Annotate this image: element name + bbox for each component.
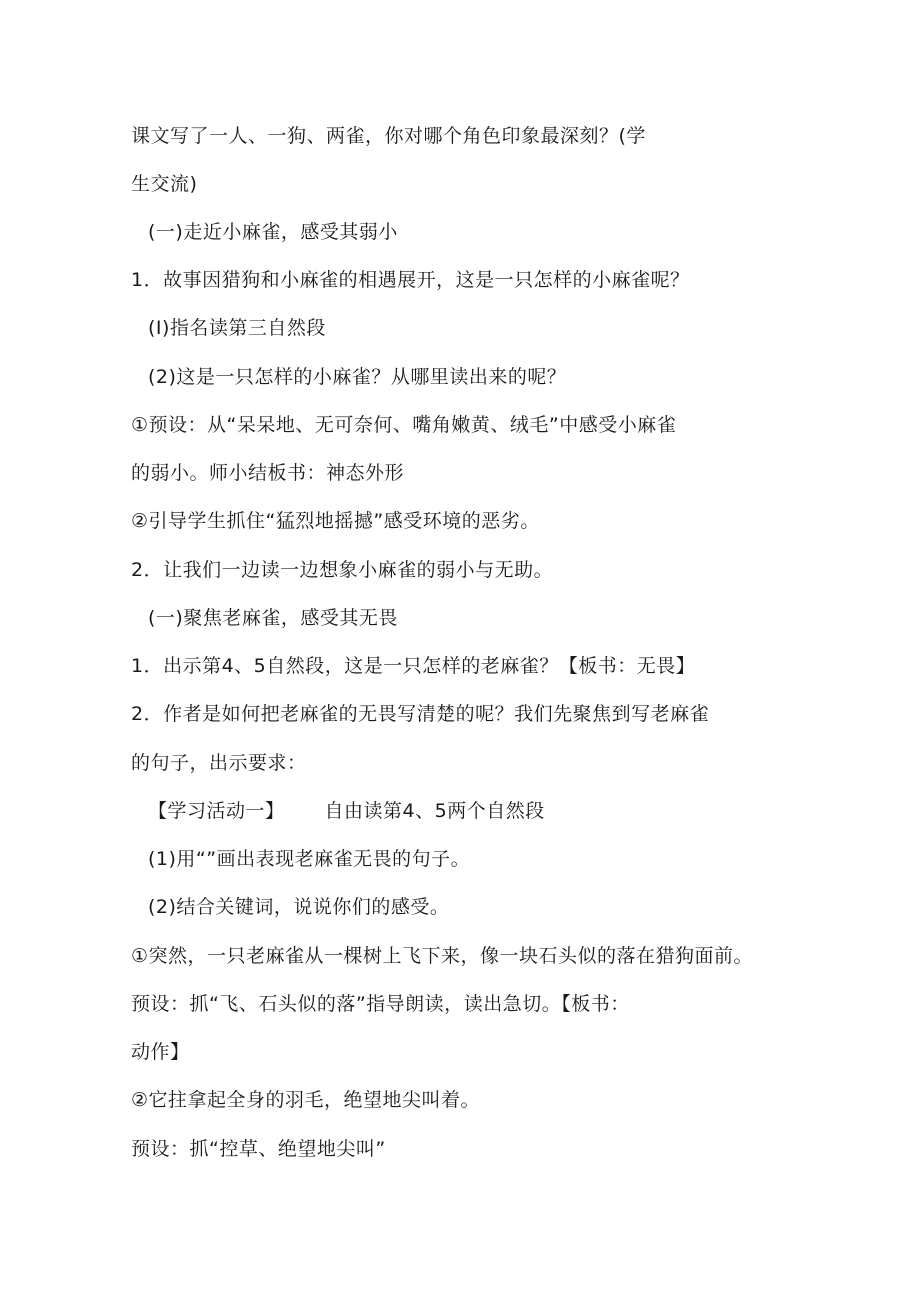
text-line: ①预设：从“呆呆地、无可奈何、嘴角嫩黄、绒毛”中感受小麻雀 bbox=[131, 414, 677, 436]
text-line: (I)指名读第三自然段 bbox=[148, 317, 326, 339]
text-line: (2)这是一只怎样的小麻雀？从哪里读出来的呢？ bbox=[148, 366, 567, 388]
text-line: 的句子，出示要求： bbox=[131, 752, 307, 774]
text-line: ②它拄拿起全身的羽毛，绝望地尖叫着。 bbox=[131, 1089, 481, 1111]
text-line: 课文写了一人、一狗、两雀，你对哪个角色印象最深刻？(学 bbox=[131, 125, 646, 147]
text-line: 2．作者是如何把老麻雀的无畏写清楚的呢？我们先聚焦到写老麻雀 bbox=[131, 703, 710, 725]
text-line: 动作】 bbox=[131, 1041, 190, 1063]
text-line: 生交流) bbox=[131, 173, 198, 195]
text-line: 的弱小。师小结板书：神态外形 bbox=[131, 462, 405, 484]
text-line: 预设：抓“控草、绝望地尖叫” bbox=[131, 1138, 386, 1160]
text-line: 预设：抓“飞、石头似的落”指导朗读，读出急切。【板书： bbox=[131, 993, 630, 1015]
activity-label: 【学习活动一】 bbox=[148, 800, 285, 822]
section-heading: (一)聚焦老麻雀，感受其无畏 bbox=[148, 607, 398, 629]
text-line: 1．出示第4、5自然段，这是一只怎样的老麻雀？【板书：无畏】 bbox=[131, 655, 696, 677]
text-line: ②引导学生抓住“猛烈地摇撼”感受环境的恶劣。 bbox=[131, 510, 540, 532]
activity-text: 自由读第4、5两个自然段 bbox=[324, 800, 545, 822]
section-heading: (一)走近小麻雀，感受其弱小 bbox=[148, 221, 398, 243]
text-line: 1．故事因猎狗和小麻雀的相遇展开，这是一只怎样的小麻雀呢？ bbox=[131, 269, 690, 291]
text-line: (2)结合关键词，说说你们的感受。 bbox=[148, 896, 450, 918]
text-line: ①突然，一只老麻雀从一棵树上飞下来，像一块石头似的落在猎狗面前。 bbox=[131, 945, 754, 967]
text-line: 2．让我们一边读一边想象小麻雀的弱小与无助。 bbox=[131, 559, 554, 581]
text-line: (1)用“”画出表现老麻雀无畏的句子。 bbox=[148, 848, 471, 870]
activity-line bbox=[148, 799, 545, 823]
